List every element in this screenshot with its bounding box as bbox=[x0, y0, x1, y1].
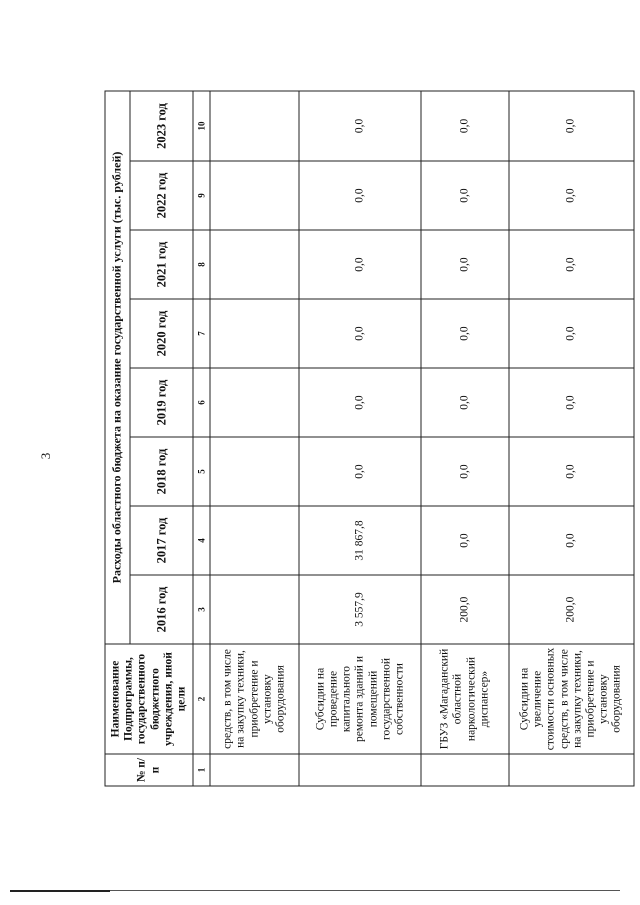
page-number: 3 bbox=[38, 452, 53, 460]
value-cell: 0,0 bbox=[509, 230, 634, 299]
row-number bbox=[421, 754, 508, 786]
row-name: средств, в том числе на закупку техники, приобретение и установку оборудования bbox=[210, 644, 299, 754]
value-cell: 0,0 bbox=[509, 506, 634, 575]
value-cell bbox=[210, 368, 299, 437]
row-name: ГБУЗ «Магаданский областной наркологический диспансер» bbox=[421, 644, 508, 754]
table-row bbox=[421, 90, 508, 785]
index-cell: 8 bbox=[193, 230, 210, 299]
index-cell: 9 bbox=[193, 161, 210, 230]
index-cell: 4 bbox=[193, 506, 210, 575]
header-spending-title: Расходы областного бюджета на оказание государственной услуги (тыс. рублей) bbox=[105, 90, 130, 643]
value-cell: 0,0 bbox=[421, 161, 508, 230]
header-year: 2021 год bbox=[130, 230, 193, 299]
value-cell: 0,0 bbox=[299, 299, 421, 368]
row-number bbox=[509, 754, 634, 786]
value-cell: 0,0 bbox=[509, 161, 634, 230]
value-cell bbox=[210, 299, 299, 368]
value-cell bbox=[210, 437, 299, 506]
value-cell: 0,0 bbox=[421, 90, 508, 160]
value-cell: 0,0 bbox=[299, 90, 421, 160]
footer-rule-thick bbox=[10, 890, 110, 892]
table-row bbox=[299, 90, 421, 785]
value-cell: 0,0 bbox=[299, 161, 421, 230]
value-cell: 0,0 bbox=[421, 299, 508, 368]
table-row bbox=[509, 90, 634, 785]
index-cell: 6 bbox=[193, 368, 210, 437]
index-cell: 5 bbox=[193, 437, 210, 506]
header-year: 2016 год bbox=[130, 575, 193, 644]
header-number: № п/п bbox=[105, 754, 193, 786]
value-cell bbox=[210, 90, 299, 160]
value-cell: 0,0 bbox=[299, 230, 421, 299]
row-name: Субсидии на проведение капитального ремонта зданий и помещений государственной собственности bbox=[299, 644, 421, 754]
index-cell: 2 bbox=[193, 644, 210, 754]
value-cell bbox=[210, 575, 299, 644]
header-year: 2022 год bbox=[130, 161, 193, 230]
row-name: Субсидии на увеличение стоимости основных средств, в том числе на закупку техники, приобретение и установку оборудования bbox=[509, 644, 634, 754]
header-year: 2019 год bbox=[130, 368, 193, 437]
value-cell: 0,0 bbox=[299, 437, 421, 506]
value-cell: 0,0 bbox=[299, 368, 421, 437]
header-year: 2017 год bbox=[130, 506, 193, 575]
header-year: 2023 год bbox=[130, 90, 193, 160]
header-year: 2020 год bbox=[130, 299, 193, 368]
value-cell: 0,0 bbox=[509, 299, 634, 368]
value-cell: 0,0 bbox=[421, 368, 508, 437]
value-cell: 0,0 bbox=[421, 230, 508, 299]
value-cell bbox=[210, 161, 299, 230]
header-year: 2018 год bbox=[130, 437, 193, 506]
value-cell bbox=[210, 230, 299, 299]
budget-table bbox=[105, 90, 635, 786]
table-row bbox=[210, 90, 299, 785]
value-cell: 3 557,9 bbox=[299, 575, 421, 644]
row-number bbox=[210, 754, 299, 786]
value-cell bbox=[210, 506, 299, 575]
value-cell: 0,0 bbox=[421, 437, 508, 506]
index-cell: 10 bbox=[193, 90, 210, 160]
value-cell: 0,0 bbox=[509, 437, 634, 506]
index-cell: 7 bbox=[193, 299, 210, 368]
value-cell: 31 867,8 bbox=[299, 506, 421, 575]
index-cell: 3 bbox=[193, 575, 210, 644]
index-cell: 1 bbox=[193, 754, 210, 786]
value-cell: 200,0 bbox=[421, 575, 508, 644]
value-cell: 0,0 bbox=[509, 90, 634, 160]
header-name: Наименование Подпрограммы, государственного бюджетного учреждения, иной цели bbox=[105, 644, 193, 754]
row-number bbox=[299, 754, 421, 786]
value-cell: 0,0 bbox=[421, 506, 508, 575]
value-cell: 0,0 bbox=[509, 368, 634, 437]
value-cell: 200,0 bbox=[509, 575, 634, 644]
rotated-table-container bbox=[105, 91, 635, 786]
